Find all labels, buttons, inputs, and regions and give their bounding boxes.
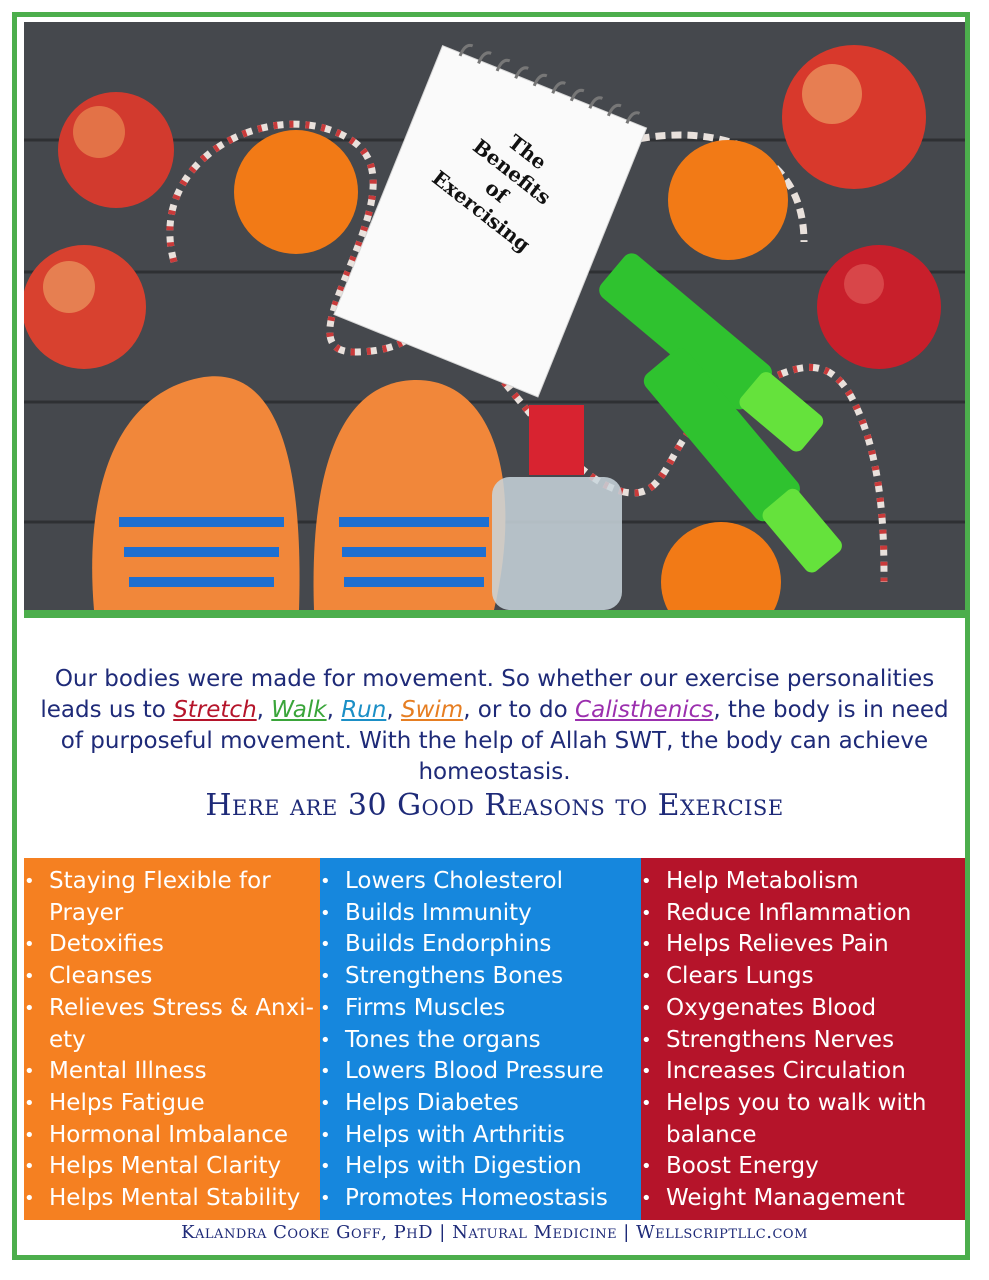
section-divider <box>24 610 965 618</box>
notepad-title: The Benefits of Exercising <box>427 129 556 257</box>
exercise-stretch: Stretch <box>173 697 257 723</box>
reason-item: • Helps Fatigue <box>24 1088 320 1120</box>
reason-item: • Hormonal Imbalance <box>24 1120 320 1152</box>
intro-text-2: , the body is in need of purposeful movement. With the help of Allah SWT, the body can achieve homeostasis. <box>60 697 949 785</box>
reason-item: • Boost Energy <box>641 1151 965 1183</box>
reason-item: • Staying Flexible for Prayer <box>24 866 320 929</box>
reason-item: • Weight Management <box>641 1183 965 1215</box>
reason-item: • Mental Illness <box>24 1056 320 1088</box>
reason-item: • Lowers Blood Pressure <box>320 1056 641 1088</box>
reason-item: • Increases Circulation <box>641 1056 965 1088</box>
footer-credit: Kalandra Cooke Goff, PhD | Natural Medicine | Wellscriptllc.com <box>181 1222 808 1243</box>
intro-paragraph <box>26 664 963 788</box>
reasons-column-blue <box>320 858 641 1220</box>
reason-item: • Strengthens Bones <box>320 961 641 993</box>
reason-item: • Helps Diabetes <box>320 1088 641 1120</box>
reason-item: • Helps Mental Stability <box>24 1183 320 1215</box>
reason-item: • Builds Immunity <box>320 898 641 930</box>
intro-sep-2: , <box>326 697 342 723</box>
exercise-run: Run <box>341 697 387 723</box>
reason-item: • Lowers Cholesterol <box>320 866 641 898</box>
reasons-list-2 <box>320 866 641 1215</box>
reason-item: • Oxygenates Blood <box>641 993 965 1025</box>
reason-item: • Clears Lungs <box>641 961 965 993</box>
reason-item: • Help Metabolism <box>641 866 965 898</box>
intro-sep-3: , <box>386 697 401 723</box>
intro-sep-1: , <box>256 697 272 723</box>
reason-item: • Reduce Inflammation <box>641 898 965 930</box>
exercise-swim: Swim <box>400 697 464 723</box>
reasons-column-red <box>641 858 965 1220</box>
reason-item: • Firms Muscles <box>320 993 641 1025</box>
reason-item: • Helps Relieves Pain <box>641 929 965 961</box>
reason-item: • Cleanses <box>24 961 320 993</box>
reason-item: • Relieves Stress & Anxi-ety <box>24 993 320 1056</box>
reason-item: • Tones the organs <box>320 1025 641 1057</box>
reasons-list-3 <box>641 866 965 1215</box>
reason-item: • Detoxifies <box>24 929 320 961</box>
exercise-calisthenics: Calisthenics <box>575 697 714 723</box>
reason-item: • Helps you to walk with balance <box>641 1088 965 1151</box>
reasons-heading: Here are 30 Good Reasons to Exercise <box>205 788 784 823</box>
reasons-list-1 <box>24 866 320 1215</box>
reason-item: • Helps Mental Clarity <box>24 1151 320 1183</box>
reason-item: • Helps with Digestion <box>320 1151 641 1183</box>
reason-item: • Builds Endorphins <box>320 929 641 961</box>
reason-item: • Strengthens Nerves <box>641 1025 965 1057</box>
reason-item: • Helps with Arthritis <box>320 1120 641 1152</box>
reason-item: • Promotes Homeostasis <box>320 1183 641 1215</box>
intro-sep-4: , or to do <box>463 697 576 723</box>
intro-text-1: Our bodies were made for movement. So whether our exercise personalities leads us to <box>40 666 935 723</box>
exercise-walk: Walk <box>271 697 327 723</box>
hero-photo <box>24 22 965 610</box>
reasons-column-orange <box>24 858 320 1220</box>
